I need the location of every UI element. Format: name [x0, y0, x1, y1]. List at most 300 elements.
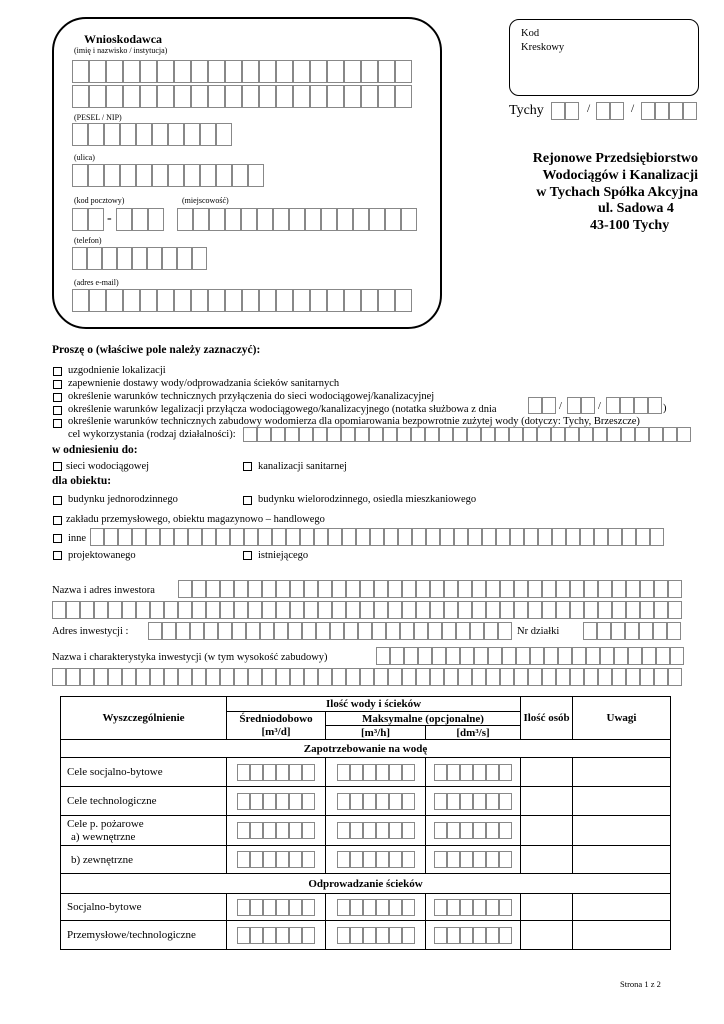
char-cell[interactable] — [484, 622, 498, 640]
char-cell[interactable] — [344, 622, 358, 640]
char-cell[interactable] — [164, 601, 178, 619]
char-cell[interactable] — [72, 164, 88, 187]
char-cell[interactable] — [302, 622, 316, 640]
char-cell[interactable] — [356, 528, 370, 546]
char-cell[interactable] — [402, 822, 415, 839]
avg-cells[interactable] — [227, 816, 326, 846]
char-cell[interactable] — [444, 601, 458, 619]
char-cell[interactable] — [481, 427, 495, 442]
char-cell[interactable] — [610, 102, 624, 120]
char-cell[interactable] — [474, 647, 488, 665]
date-day[interactable] — [528, 397, 556, 414]
char-cell[interactable] — [454, 528, 468, 546]
char-cell[interactable] — [434, 822, 447, 839]
char-cell[interactable] — [390, 647, 404, 665]
notes-cell[interactable] — [573, 846, 671, 874]
char-cell[interactable] — [621, 427, 635, 442]
char-cell[interactable] — [192, 668, 206, 686]
char-cell[interactable] — [486, 899, 499, 916]
persons-cell[interactable] — [521, 787, 573, 816]
char-cell[interactable] — [174, 85, 191, 108]
char-cell[interactable] — [376, 899, 389, 916]
char-cell[interactable] — [220, 668, 234, 686]
char-cell[interactable] — [225, 208, 241, 231]
char-cell[interactable] — [640, 668, 654, 686]
char-cell[interactable] — [370, 528, 384, 546]
char-cell[interactable] — [293, 60, 310, 83]
char-cell[interactable] — [612, 580, 626, 598]
char-cell[interactable] — [376, 764, 389, 781]
char-cell[interactable] — [389, 793, 402, 810]
char-cell[interactable] — [447, 899, 460, 916]
char-cell[interactable] — [537, 427, 551, 442]
maxs-cells[interactable] — [426, 816, 521, 846]
char-cell[interactable] — [88, 123, 104, 146]
char-cell[interactable] — [654, 580, 668, 598]
char-cell[interactable] — [447, 927, 460, 944]
char-cell[interactable] — [157, 289, 174, 312]
char-cell[interactable] — [88, 164, 104, 187]
char-cell[interactable] — [104, 164, 120, 187]
char-cell[interactable] — [597, 622, 611, 640]
char-cell[interactable] — [361, 85, 378, 108]
char-cell[interactable] — [402, 601, 416, 619]
char-cell[interactable] — [218, 622, 232, 640]
char-cell[interactable] — [337, 764, 350, 781]
char-cell[interactable] — [402, 580, 416, 598]
char-cell[interactable] — [216, 164, 232, 187]
char-cell[interactable] — [232, 622, 246, 640]
char-cell[interactable] — [191, 85, 208, 108]
char-cell[interactable] — [398, 528, 412, 546]
checkbox-multi-family[interactable] — [243, 496, 252, 505]
checkbox-sewer-network[interactable] — [243, 462, 252, 471]
char-cell[interactable] — [72, 208, 88, 231]
char-cell[interactable] — [94, 668, 108, 686]
char-cell[interactable] — [225, 60, 242, 83]
char-cell[interactable] — [542, 580, 556, 598]
char-cell[interactable] — [654, 668, 668, 686]
date-month[interactable] — [567, 397, 595, 414]
char-cell[interactable] — [177, 208, 193, 231]
char-cell[interactable] — [361, 60, 378, 83]
char-cell[interactable] — [248, 601, 262, 619]
char-cell[interactable] — [412, 528, 426, 546]
char-cell[interactable] — [178, 601, 192, 619]
char-cell[interactable] — [290, 668, 304, 686]
char-cell[interactable] — [542, 668, 556, 686]
char-cell[interactable] — [425, 427, 439, 442]
char-cell[interactable] — [192, 580, 206, 598]
char-cell[interactable] — [289, 208, 305, 231]
char-cell[interactable] — [237, 822, 250, 839]
char-cell[interactable] — [581, 397, 595, 414]
char-cell[interactable] — [500, 580, 514, 598]
char-cell[interactable] — [89, 60, 106, 83]
char-cell[interactable] — [386, 622, 400, 640]
char-cell[interactable] — [80, 668, 94, 686]
char-cell[interactable] — [108, 668, 122, 686]
checkbox-meter[interactable] — [53, 419, 62, 428]
char-cell[interactable] — [258, 528, 272, 546]
char-cell[interactable] — [237, 851, 250, 868]
char-cell[interactable] — [177, 247, 192, 270]
char-cell[interactable] — [418, 647, 432, 665]
char-cell[interactable] — [140, 60, 157, 83]
char-cell[interactable] — [416, 668, 430, 686]
pesel-field[interactable] — [72, 123, 232, 146]
char-cell[interactable] — [446, 647, 460, 665]
char-cell[interactable] — [244, 528, 258, 546]
char-cell[interactable] — [556, 580, 570, 598]
char-cell[interactable] — [242, 60, 259, 83]
char-cell[interactable] — [262, 580, 276, 598]
char-cell[interactable] — [285, 427, 299, 442]
char-cell[interactable] — [499, 793, 512, 810]
char-cell[interactable] — [611, 622, 625, 640]
char-cell[interactable] — [376, 647, 390, 665]
char-cell[interactable] — [216, 528, 230, 546]
char-cell[interactable] — [360, 668, 374, 686]
char-cell[interactable] — [620, 397, 634, 414]
char-cell[interactable] — [225, 85, 242, 108]
char-cell[interactable] — [208, 85, 225, 108]
char-cell[interactable] — [570, 580, 584, 598]
char-cell[interactable] — [289, 851, 302, 868]
char-cell[interactable] — [346, 668, 360, 686]
char-cell[interactable] — [318, 580, 332, 598]
char-cell[interactable] — [378, 85, 395, 108]
char-cell[interactable] — [667, 622, 681, 640]
postcode-part2[interactable] — [116, 208, 164, 231]
char-cell[interactable] — [192, 247, 207, 270]
char-cell[interactable] — [206, 601, 220, 619]
char-cell[interactable] — [328, 528, 342, 546]
char-cell[interactable] — [346, 580, 360, 598]
char-cell[interactable] — [670, 647, 684, 665]
char-cell[interactable] — [514, 580, 528, 598]
char-cell[interactable] — [104, 528, 118, 546]
char-cell[interactable] — [635, 427, 649, 442]
char-cell[interactable] — [310, 60, 327, 83]
char-cell[interactable] — [242, 85, 259, 108]
char-cell[interactable] — [250, 927, 263, 944]
char-cell[interactable] — [136, 164, 152, 187]
char-cell[interactable] — [232, 164, 248, 187]
char-cell[interactable] — [636, 528, 650, 546]
char-cell[interactable] — [178, 580, 192, 598]
char-cell[interactable] — [344, 289, 361, 312]
char-cell[interactable] — [276, 601, 290, 619]
notes-cell[interactable] — [573, 816, 671, 846]
char-cell[interactable] — [402, 764, 415, 781]
char-cell[interactable] — [88, 208, 104, 231]
char-cell[interactable] — [360, 601, 374, 619]
char-cell[interactable] — [132, 208, 148, 231]
checkbox-supply[interactable] — [53, 380, 62, 389]
char-cell[interactable] — [122, 668, 136, 686]
char-cell[interactable] — [72, 247, 87, 270]
char-cell[interactable] — [374, 580, 388, 598]
char-cell[interactable] — [276, 85, 293, 108]
char-cell[interactable] — [486, 927, 499, 944]
char-cell[interactable] — [389, 899, 402, 916]
char-cell[interactable] — [168, 123, 184, 146]
maxh-cells[interactable] — [326, 894, 426, 921]
char-cell[interactable] — [106, 60, 123, 83]
char-cell[interactable] — [486, 793, 499, 810]
char-cell[interactable] — [259, 85, 276, 108]
char-cell[interactable] — [499, 764, 512, 781]
char-cell[interactable] — [372, 622, 386, 640]
char-cell[interactable] — [565, 427, 579, 442]
char-cell[interactable] — [313, 427, 327, 442]
char-cell[interactable] — [263, 851, 276, 868]
char-cell[interactable] — [337, 793, 350, 810]
char-cell[interactable] — [327, 427, 341, 442]
char-cell[interactable] — [140, 289, 157, 312]
char-cell[interactable] — [567, 397, 581, 414]
char-cell[interactable] — [316, 622, 330, 640]
char-cell[interactable] — [246, 622, 260, 640]
char-cell[interactable] — [641, 102, 655, 120]
char-cell[interactable] — [90, 528, 104, 546]
char-cell[interactable] — [622, 528, 636, 546]
notes-cell[interactable] — [573, 921, 671, 950]
char-cell[interactable] — [276, 793, 289, 810]
char-cell[interactable] — [376, 851, 389, 868]
checkbox-connection[interactable] — [53, 393, 62, 402]
char-cell[interactable] — [350, 822, 363, 839]
char-cell[interactable] — [400, 622, 414, 640]
char-cell[interactable] — [191, 60, 208, 83]
char-cell[interactable] — [318, 668, 332, 686]
checkbox-designed[interactable] — [53, 551, 62, 560]
char-cell[interactable] — [276, 899, 289, 916]
char-cell[interactable] — [369, 208, 385, 231]
char-cell[interactable] — [350, 927, 363, 944]
street-field[interactable] — [72, 164, 264, 187]
char-cell[interactable] — [174, 60, 191, 83]
char-cell[interactable] — [598, 580, 612, 598]
char-cell[interactable] — [136, 123, 152, 146]
postcode-part1[interactable] — [72, 208, 104, 231]
char-cell[interactable] — [234, 668, 248, 686]
persons-cell[interactable] — [521, 758, 573, 787]
char-cell[interactable] — [208, 289, 225, 312]
char-cell[interactable] — [259, 60, 276, 83]
char-cell[interactable] — [193, 208, 209, 231]
char-cell[interactable] — [542, 601, 556, 619]
char-cell[interactable] — [580, 528, 594, 546]
char-cell[interactable] — [524, 528, 538, 546]
char-cell[interactable] — [388, 580, 402, 598]
char-cell[interactable] — [383, 427, 397, 442]
char-cell[interactable] — [516, 647, 530, 665]
char-cell[interactable] — [472, 601, 486, 619]
char-cell[interactable] — [248, 580, 262, 598]
char-cell[interactable] — [152, 123, 168, 146]
char-cell[interactable] — [355, 427, 369, 442]
char-cell[interactable] — [593, 427, 607, 442]
char-cell[interactable] — [677, 427, 691, 442]
char-cell[interactable] — [330, 622, 344, 640]
investor-name-row-1[interactable] — [178, 580, 682, 598]
notes-cell[interactable] — [573, 787, 671, 816]
char-cell[interactable] — [496, 528, 510, 546]
char-cell[interactable] — [430, 601, 444, 619]
char-cell[interactable] — [250, 822, 263, 839]
char-cell[interactable] — [510, 528, 524, 546]
char-cell[interactable] — [192, 601, 206, 619]
char-cell[interactable] — [570, 668, 584, 686]
char-cell[interactable] — [389, 764, 402, 781]
char-cell[interactable] — [473, 899, 486, 916]
char-cell[interactable] — [495, 427, 509, 442]
char-cell[interactable] — [290, 601, 304, 619]
char-cell[interactable] — [442, 622, 456, 640]
notes-cell[interactable] — [573, 894, 671, 921]
char-cell[interactable] — [220, 601, 234, 619]
char-cell[interactable] — [353, 208, 369, 231]
char-cell[interactable] — [460, 927, 473, 944]
char-cell[interactable] — [607, 427, 621, 442]
char-cell[interactable] — [440, 528, 454, 546]
char-cell[interactable] — [363, 793, 376, 810]
char-cell[interactable] — [499, 899, 512, 916]
name-row-1[interactable] — [72, 60, 412, 83]
char-cell[interactable] — [332, 580, 346, 598]
char-cell[interactable] — [327, 85, 344, 108]
char-cell[interactable] — [300, 528, 314, 546]
char-cell[interactable] — [263, 793, 276, 810]
checkbox-water-network[interactable] — [53, 462, 62, 471]
investor-name-row-2[interactable] — [52, 601, 682, 619]
char-cell[interactable] — [369, 427, 383, 442]
char-cell[interactable] — [584, 580, 598, 598]
char-cell[interactable] — [274, 622, 288, 640]
char-cell[interactable] — [542, 397, 556, 414]
char-cell[interactable] — [460, 764, 473, 781]
char-cell[interactable] — [263, 822, 276, 839]
char-cell[interactable] — [350, 764, 363, 781]
char-cell[interactable] — [302, 822, 315, 839]
char-cell[interactable] — [426, 528, 440, 546]
char-cell[interactable] — [234, 601, 248, 619]
persons-cell[interactable] — [521, 816, 573, 846]
char-cell[interactable] — [289, 927, 302, 944]
char-cell[interactable] — [642, 647, 656, 665]
char-cell[interactable] — [152, 164, 168, 187]
char-cell[interactable] — [626, 601, 640, 619]
maxs-cells[interactable] — [426, 758, 521, 787]
char-cell[interactable] — [237, 793, 250, 810]
char-cell[interactable] — [456, 622, 470, 640]
char-cell[interactable] — [342, 528, 356, 546]
char-cell[interactable] — [556, 601, 570, 619]
persons-cell[interactable] — [521, 921, 573, 950]
char-cell[interactable] — [157, 85, 174, 108]
char-cell[interactable] — [271, 427, 285, 442]
char-cell[interactable] — [289, 764, 302, 781]
char-cell[interactable] — [184, 123, 200, 146]
maxh-cells[interactable] — [326, 758, 426, 787]
char-cell[interactable] — [148, 622, 162, 640]
char-cell[interactable] — [473, 927, 486, 944]
char-cell[interactable] — [460, 851, 473, 868]
char-cell[interactable] — [176, 622, 190, 640]
char-cell[interactable] — [460, 793, 473, 810]
char-cell[interactable] — [584, 601, 598, 619]
char-cell[interactable] — [341, 427, 355, 442]
char-cell[interactable] — [116, 208, 132, 231]
char-cell[interactable] — [237, 764, 250, 781]
char-cell[interactable] — [344, 60, 361, 83]
char-cell[interactable] — [289, 822, 302, 839]
char-cell[interactable] — [402, 927, 415, 944]
char-cell[interactable] — [376, 793, 389, 810]
char-cell[interactable] — [378, 60, 395, 83]
char-cell[interactable] — [572, 647, 586, 665]
char-cell[interactable] — [614, 647, 628, 665]
char-cell[interactable] — [523, 427, 537, 442]
char-cell[interactable] — [94, 601, 108, 619]
char-cell[interactable] — [178, 668, 192, 686]
checkbox-legalization[interactable] — [53, 406, 62, 415]
char-cell[interactable] — [184, 164, 200, 187]
investment-desc-row-2[interactable] — [52, 668, 682, 686]
char-cell[interactable] — [276, 668, 290, 686]
investment-desc-row-1[interactable] — [376, 647, 684, 665]
char-cell[interactable] — [72, 60, 89, 83]
char-cell[interactable] — [360, 580, 374, 598]
char-cell[interactable] — [395, 85, 412, 108]
char-cell[interactable] — [276, 60, 293, 83]
char-cell[interactable] — [486, 668, 500, 686]
char-cell[interactable] — [389, 822, 402, 839]
char-cell[interactable] — [430, 668, 444, 686]
char-cell[interactable] — [502, 647, 516, 665]
avg-cells[interactable] — [227, 846, 326, 874]
char-cell[interactable] — [439, 427, 453, 442]
char-cell[interactable] — [447, 793, 460, 810]
maxs-cells[interactable] — [426, 846, 521, 874]
char-cell[interactable] — [363, 764, 376, 781]
char-cell[interactable] — [350, 793, 363, 810]
char-cell[interactable] — [102, 247, 117, 270]
char-cell[interactable] — [363, 822, 376, 839]
char-cell[interactable] — [473, 822, 486, 839]
char-cell[interactable] — [363, 899, 376, 916]
char-cell[interactable] — [663, 427, 677, 442]
char-cell[interactable] — [174, 289, 191, 312]
persons-cell[interactable] — [521, 894, 573, 921]
char-cell[interactable] — [683, 102, 697, 120]
char-cell[interactable] — [363, 851, 376, 868]
char-cell[interactable] — [473, 793, 486, 810]
char-cell[interactable] — [430, 580, 444, 598]
char-cell[interactable] — [72, 85, 89, 108]
char-cell[interactable] — [538, 528, 552, 546]
char-cell[interactable] — [447, 764, 460, 781]
char-cell[interactable] — [293, 289, 310, 312]
char-cell[interactable] — [395, 60, 412, 83]
char-cell[interactable] — [486, 601, 500, 619]
char-cell[interactable] — [472, 580, 486, 598]
char-cell[interactable] — [276, 851, 289, 868]
checkbox-other[interactable] — [53, 534, 62, 543]
char-cell[interactable] — [668, 601, 682, 619]
